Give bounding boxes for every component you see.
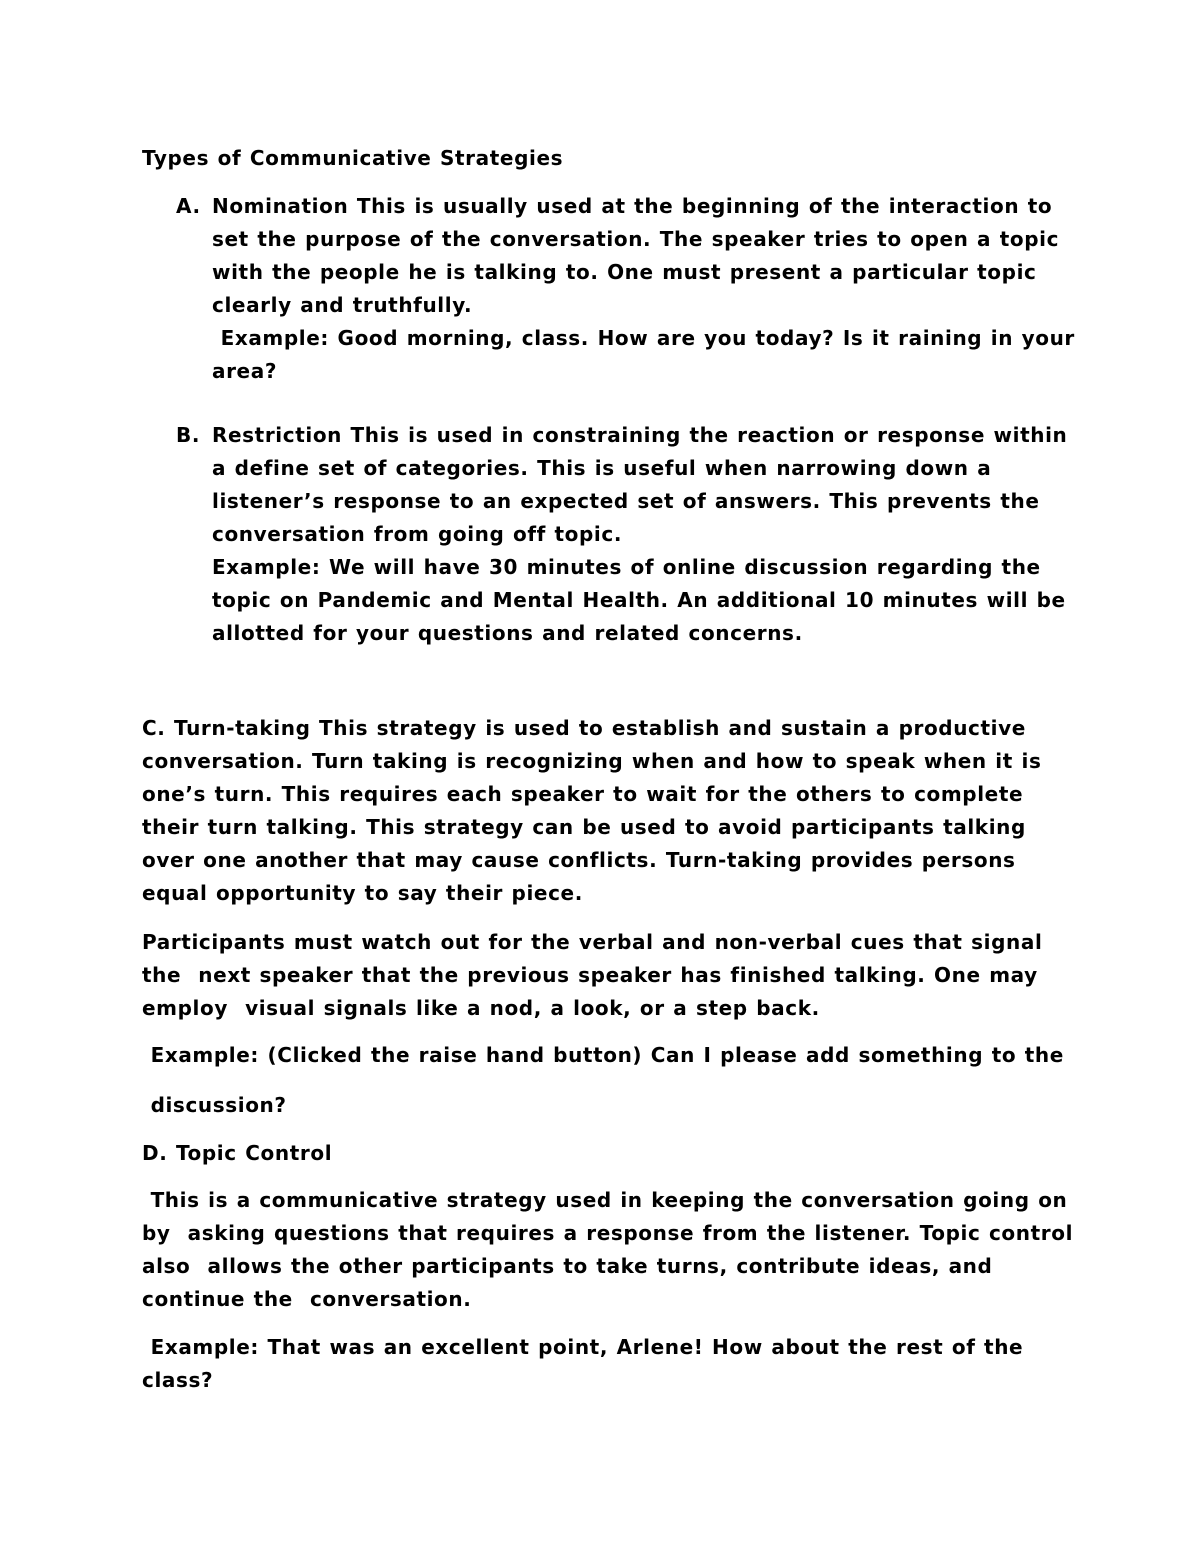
paragraph-line: their turn talking. This strategy can be used to avoid participants talking <box>142 815 1026 839</box>
example-line: Example: Good morning, class. How are you today? Is it raining in your <box>212 326 1075 350</box>
paragraph-line: Nomination This is usually used at the beginning of the interaction to <box>212 194 1053 218</box>
paragraph-line: Participants must watch out for the verbal and non-verbal cues that signal <box>142 930 1043 954</box>
paragraph-line: Restriction This is used in constraining the reaction or response within <box>212 423 1068 447</box>
paragraph-line: clearly and truthfully. <box>212 293 473 317</box>
example-line: class? <box>142 1368 214 1392</box>
example-line: Example: (Clicked the raise hand button) Can I please add something to the <box>142 1043 1064 1067</box>
list-marker-b: B. <box>176 423 201 447</box>
paragraph-line: conversation from going off topic. <box>212 522 623 546</box>
paragraph-line: C. Turn-taking This strategy is used to establish and sustain a productive <box>142 716 1026 740</box>
paragraph-line: also allows the other participants to take turns, contribute ideas, and <box>142 1254 993 1278</box>
paragraph-line: conversation. Turn taking is recognizing when and how to speak when it is <box>142 749 1042 773</box>
paragraph-line: a define set of categories. This is useful when narrowing down a <box>212 456 992 480</box>
paragraph-line: employ visual signals like a nod, a look, or a step back. <box>142 996 820 1020</box>
paragraph-line: one’s turn. This requires each speaker to wait for the others to complete <box>142 782 1024 806</box>
paragraph-line: with the people he is talking to. One must present a particular topic <box>212 260 1037 284</box>
paragraph-line: by asking questions that requires a response from the listener. Topic control <box>142 1221 1074 1245</box>
example-line: Example: That was an excellent point, Arlene! How about the rest of the <box>142 1335 1024 1359</box>
example-line: area? <box>212 359 278 383</box>
paragraph-line: equal opportunity to say their piece. <box>142 881 583 905</box>
paragraph-line: the next speaker that the previous speaker has finished talking. One may <box>142 963 1038 987</box>
paragraph-line: over one another that may cause conflicts. Turn-taking provides persons <box>142 848 1016 872</box>
list-marker-a: A. <box>176 194 201 218</box>
example-line: discussion? <box>142 1093 287 1117</box>
paragraph-line: This is a communicative strategy used in keeping the conversation going on <box>142 1188 1068 1212</box>
example-line: allotted for your questions and related concerns. <box>212 621 803 645</box>
section-heading: D. Topic Control <box>142 1141 333 1165</box>
example-line: Example: We will have 30 minutes of online discussion regarding the <box>212 555 1041 579</box>
paragraph-line: listener’s response to an expected set of answers. This prevents the <box>212 489 1040 513</box>
example-line: topic on Pandemic and Mental Health. An additional 10 minutes will be <box>212 588 1066 612</box>
paragraph-line: set the purpose of the conversation. The speaker tries to open a topic <box>212 227 1060 251</box>
document-title: Types of Communicative Strategies <box>142 146 564 170</box>
paragraph-line: continue the conversation. <box>142 1287 472 1311</box>
